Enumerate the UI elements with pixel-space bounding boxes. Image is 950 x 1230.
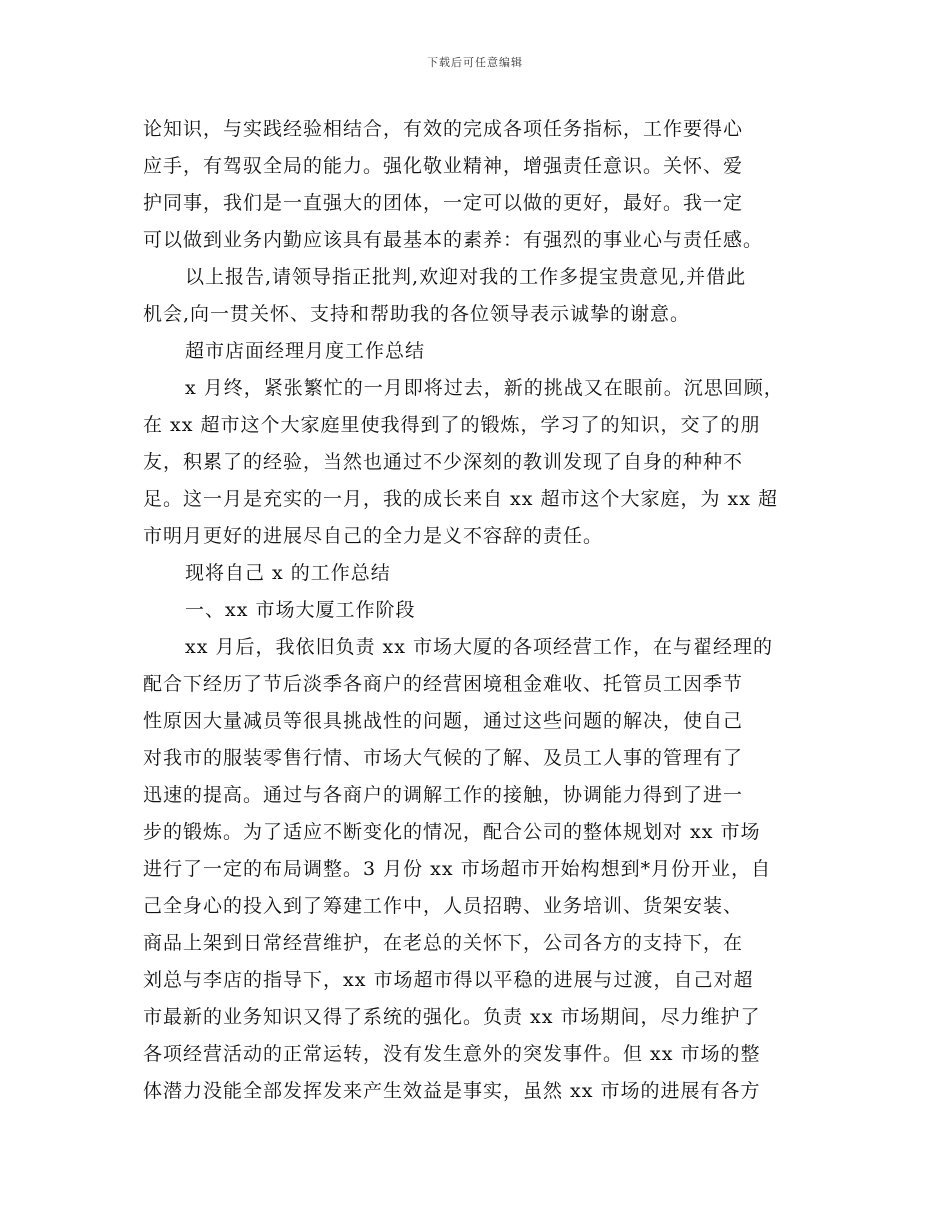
text-line: 在 xx 超市这个大家庭里使我得到了的锻炼，学习了的知识，交了的朋 <box>143 414 761 436</box>
text-line: 护同事，我们是一直强大的团体，一定可以做的更好，最好。我一定 <box>143 192 744 214</box>
text-line: 对我市的服装零售行情、市场大气候的了解、及员工人事的管理有了 <box>143 747 744 769</box>
text-line: 现将自己 x 的工作总结 <box>185 562 391 584</box>
text-line: 应手，有驾驭全局的能力。强化敬业精神，增强责任意识。关怀、爱 <box>143 155 744 177</box>
text-line: 各项经营活动的正常运转，没有发生意外的突发事件。但 xx 市场的整 <box>143 1043 761 1065</box>
text-line: 步的锻炼。为了适应不断变化的情况，配合公司的整体规划对 xx 市场 <box>143 821 761 843</box>
text-line: 配合下经历了节后淡季各商户的经营困境租金难收、托管员工因季节 <box>143 673 744 695</box>
document-body <box>143 111 813 1110</box>
text-line: 进行了一定的布局调整。3 月份 xx 市场超市开始构想到*月份开业，自 <box>143 858 772 880</box>
text-line: 商品上架到日常经营维护，在老总的关怀下，公司各方的支持下，在 <box>143 932 744 954</box>
page-header: 下载后可任意编辑 <box>427 56 523 69</box>
text-line: 以上报告,请领导指正批判,欢迎对我的工作多提宝贵意见,并借此 <box>185 266 747 288</box>
text-line: 机会,向一贯关怀、支持和帮助我的各位领导表示诚挚的谢意。 <box>143 303 691 325</box>
text-line: 论知识，与实践经验相结合，有效的完成各项任务指标，工作要得心 <box>143 118 744 140</box>
text-line: 一、xx 市场大厦工作阶段 <box>185 599 416 621</box>
text-line: 足。这一月是充实的一月，我的成长来自 xx 超市这个大家庭，为 xx 超 <box>143 488 779 510</box>
text-line: 超市店面经理月度工作总结 <box>185 340 426 362</box>
text-line: 刘总与李店的指导下，xx 市场超市得以平稳的进展与过渡，自己对超 <box>143 969 754 991</box>
text-line: 迅速的提高。通过与各商户的调解工作的接触，协调能力得到了进一 <box>143 784 744 806</box>
text-line: 友，积累了的经验，当然也通过不少深刻的教训发现了自身的种种不 <box>143 451 744 473</box>
text-line: 市最新的业务知识又得了系统的强化。负责 xx 市场期间，尽力维护了 <box>143 1006 761 1028</box>
text-line: 己全身心的投入到了筹建工作中，人员招聘、业务培训、货架安装、 <box>143 895 744 917</box>
text-line: 可以做到业务内勤应该具有最基本的素养：有强烈的事业心与责任感。 <box>143 229 764 251</box>
text-line: 市明月更好的进展尽自己的全力是义不容辞的责任。 <box>143 525 604 547</box>
text-line: 性原因大量减员等很具挑战性的问题，通过这些问题的解决，使自己 <box>143 710 744 732</box>
text-line: 体潜力没能全部发挥发来产生效益是事实，虽然 xx 市场的进展有各方 <box>143 1080 761 1102</box>
text-line: xx 月后，我依旧负责 xx 市场大厦的各项经营工作，在与翟经理的 <box>185 636 773 658</box>
text-line: x 月终，紧张繁忙的一月即将过去，新的挑战又在眼前。沉思回顾， <box>185 377 784 399</box>
